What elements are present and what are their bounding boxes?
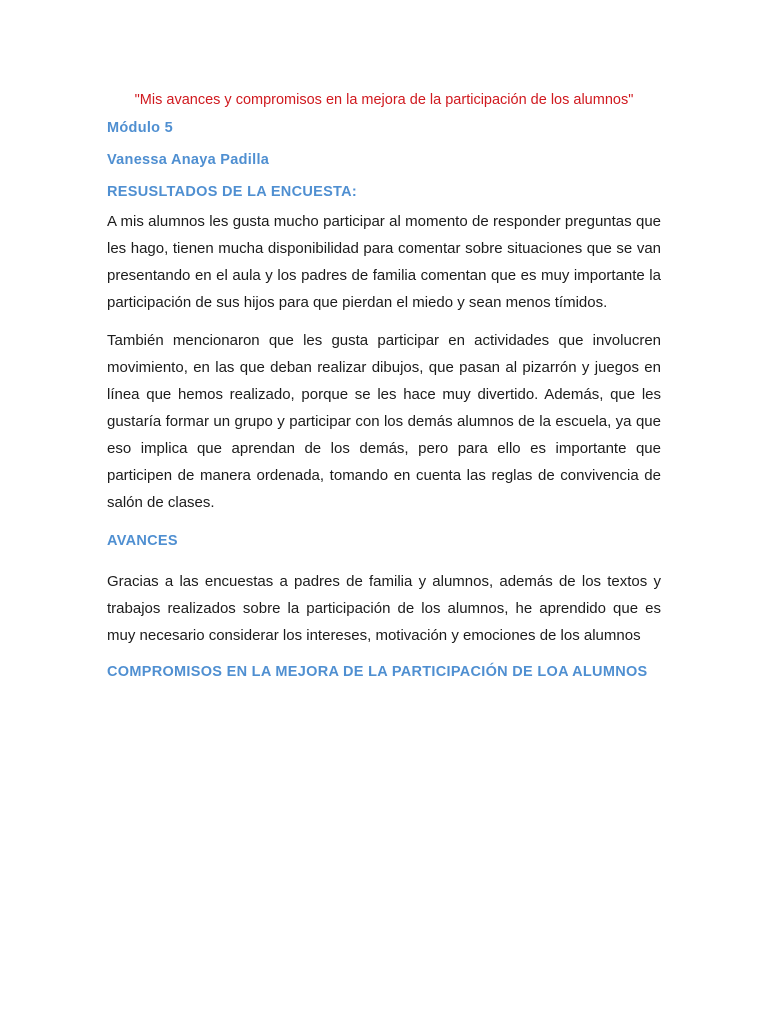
- module-label: Módulo 5: [107, 120, 174, 136]
- section-heading-avances: AVANCES: [107, 533, 178, 549]
- document-title: "Mis avances y compromisos en la mejora de la participación de los alumnos": [134, 92, 634, 108]
- document-body: [107, 118, 661, 682]
- avances-paragraph: Gracias a las encuestas a padres de familia y alumnos, además de los textos y trabajos realizados sobre la participación de los alumnos, he aprendido que es muy necesario considerar los intereses, motivación y emociones de los alumnos: [107, 573, 661, 644]
- results-paragraph-1: A mis alumnos les gusta mucho participar al momento de responder preguntas que les hago, tienen mucha disponibilidad para comentar sobre situaciones que se van presentando en el aula y los padres de familia comentan que es muy importante la participación de sus hijos para que pierdan el miedo y sean menos tímidos.: [107, 213, 661, 311]
- section-heading-compromisos: COMPROMISOS EN LA MEJORA DE LA PARTICIPACIÓN DE LOA ALUMNOS: [107, 664, 648, 680]
- section-heading-results: RESUSLTADOS DE LA ENCUESTA:: [107, 184, 358, 200]
- author-name: Vanessa Anaya Padilla: [107, 152, 270, 168]
- results-paragraph-2: También mencionaron que les gusta participar en actividades que involucren movimiento, en las que deban realizar dibujos, que pasan al pizarrón y juegos en línea que hemos realizado, porque se les hace muy divertido. Además, que les gustaría formar un grupo y participar con los demás alumnos de la escuela, ya que eso implica que aprendan de los demás, pero para ello es importante que participen de manera ordenada, tomando en cuenta las reglas de convivencia de salón de clases.: [107, 332, 661, 511]
